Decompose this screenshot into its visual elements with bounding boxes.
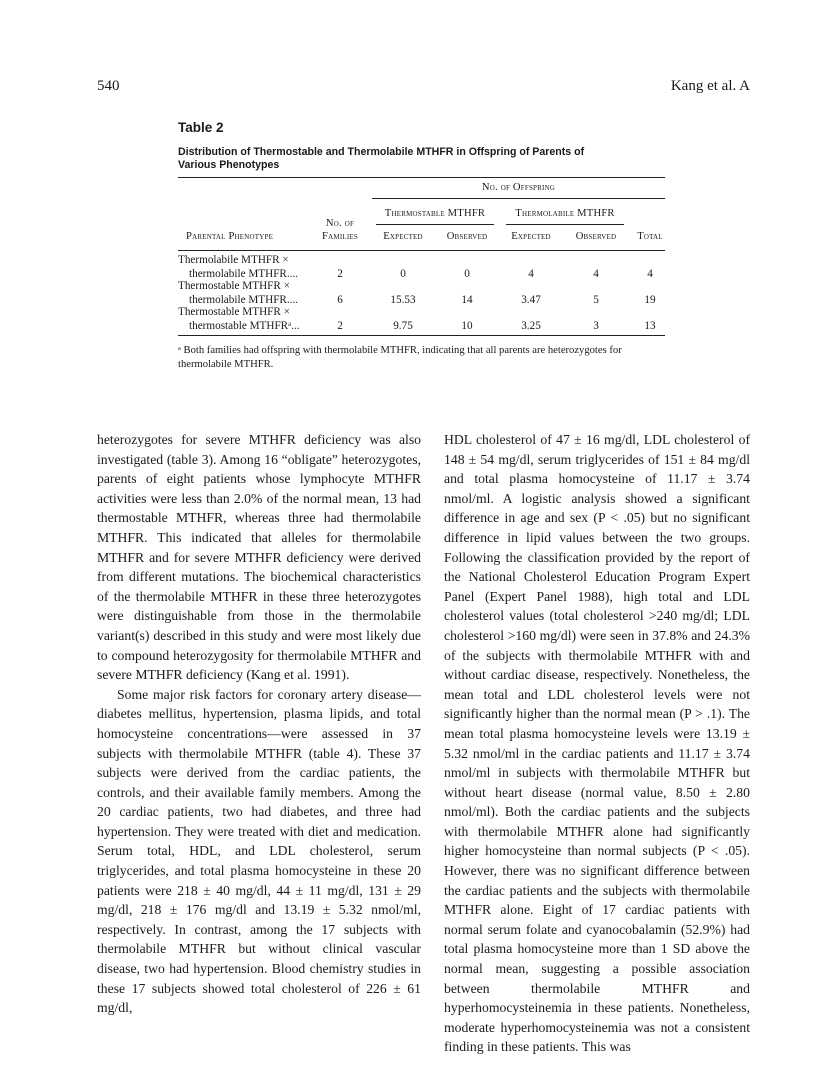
header-thermolabile: Thermolabile MTHFR: [515, 208, 615, 219]
table-row-3-tl-expected: 3.25: [521, 320, 541, 332]
table-top-rule: [178, 177, 665, 178]
header-no-of-families-2: Families: [322, 231, 358, 242]
running-header: [97, 78, 750, 100]
table-row-3-ts-expected: 9.75: [393, 320, 413, 332]
table-row-1-tl-expected: 4: [528, 268, 534, 280]
header-thermostable: Thermostable MTHFR: [384, 208, 486, 219]
body-paragraph: heterozygotes for severe MTHFR deficiency was also investigated (table 3). Among 16 “obligate” heterozygotes, parents of eight patients whose lymphocyte MTHFR activities were less than 2.0% of the normal mean, 13 had thermostable MTHFR, whereas three had thermolabile MTHFR. This indicated that alleles for thermolabile MTHFR and for severe MTHFR deficiency were derived from different mutations. The biochemical characteristics of the thermolabile MTHFR in these three heterozygotes were distinguishable from those in the thermolabile variant(s) described in this study and were most likely due to compound heterozygosity for thermolabile MTHFR and severe MTHFR deficiency (Kang et al. 1991).: [97, 432, 421, 683]
table-row-3-phenotype-line2: thermostable MTHFRᵃ...: [189, 320, 300, 332]
table-caption: Distribution of Thermostable and Thermolabile MTHFR in Offspring of Parents of Various Phenotypes: [178, 146, 585, 171]
table-row-3-total: 13: [644, 320, 656, 332]
body-column-right: [444, 430, 750, 1057]
body-paragraph: HDL cholesterol of 47 ± 16 mg/dl, LDL cholesterol of 148 ± 54 mg/dl, serum triglycerides of 151 ± 84 mg/dl and total plasma homocysteine of 11.17 ± 3.74 nmol/ml. A logistic analysis showed a significant difference in age and sex (P < .05) but no significant difference in lipid values between the two groups. Following the classification provided by the report of the National Cholesterol Education Program Expert Panel (Expert Panel 1988), high total and LDL cholesterol values (total cholesterol >240 mg/dl; LDL cholesterol >160 mg/dl) were seen in 37.8% and 24.3% of the subjects with thermolabile MTHFR with and without cardiac disease, respectively. Nonetheless, the mean total and LDL cholesterol levels were not significantly higher than the normal mean (P > .1). The mean total plasma homocysteine levels were 13.19 ± 5.32 nmol/ml in the cardiac patients and 11.17 ± 3.74 nmol/ml in subjects with thermolabile MTHFR but without heart disease (normal value, 8.50 ± 2.80 nmol/ml). Both the cardiac patients and the subjects with thermolabile MTHFR alone had significantly higher homocysteine than normal subjects (P < .05). However, there was no significant difference between the cardiac patients and the subjects with thermolabile MTHFR alone. Eight of 17 cardiac patients with normal serum folate and cyanocobalamin (52.9%) had total plasma homocysteine more than 1 SD above the normal mean, suggesting a possible association between thermolabile MTHFR and hyperhomocysteinemia in these patients. Nonetheless, moderate hyperhomocysteinemia was not a consistent finding in these patients. This was: [444, 432, 750, 1055]
table-row-2-total: 19: [644, 294, 656, 306]
page-number: 540: [97, 78, 120, 94]
table-row-2-families: 6: [337, 294, 343, 306]
table-row-2-ts-expected: 15.53: [390, 294, 416, 306]
body-column-left: [97, 430, 421, 1018]
table-row-2-tl-expected: 3.47: [521, 294, 541, 306]
running-head: Kang et al. A: [670, 78, 750, 94]
header-parental-phenotype: Parental Phenotype: [186, 231, 274, 242]
table-label: Table 2: [178, 120, 224, 135]
header-total: Total: [637, 231, 663, 242]
header-tl-observed: Observed: [575, 231, 617, 242]
table-row-3-tl-observed: 3: [593, 320, 599, 332]
body-paragraph: Some major risk factors for coronary artery disease—diabetes mellitus, hypertension, plasma lipids, and total homocysteine concentrations—were assessed in 37 subjects with thermolabile MTHFR (table 4). These 37 subjects were derived from the cardiac patients, the controls, and their available family members. Among the 20 cardiac patients, two had diabetes, and three had hypertension. They were treated with diet and medication. Serum total, HDL, and LDL cholesterol, serum triglycerides, and total plasma homocysteine in these 20 patients were 218 ± 40 mg/dl, 44 ± 11 mg/dl, 131 ± 29 mg/dl, 218 ± 176 mg/dl and 13.19 ± 5.32 nmol/ml, respectively. In contrast, among the 17 subjects with thermolabile MTHFR but without clinical vascular disease, two had hypertension. Blood chemistry studies in these 17 subjects showed total cholesterol of 226 ± 61 mg/dl,: [97, 686, 421, 1016]
table-row-1-families: 2: [337, 268, 343, 280]
table-bottom-rule: [178, 335, 665, 336]
table-row-1-tl-observed: 4: [593, 268, 599, 280]
table-row-3-phenotype-line1: Thermostable MTHFR ×: [178, 306, 290, 318]
thermolabile-rule: [506, 224, 624, 225]
table-row-3-families: 2: [337, 320, 343, 332]
table-row-2-tl-observed: 5: [593, 294, 599, 306]
header-no-of-offspring: No. of Offspring: [481, 182, 556, 193]
table-row-3-ts-observed: 10: [461, 320, 473, 332]
table-row-2-ts-observed: 14: [461, 294, 473, 306]
header-bottom-rule: [178, 250, 665, 251]
table-row-1-total: 4: [647, 268, 653, 280]
table-row-1-phenotype-line2: thermolabile MTHFR....: [189, 268, 299, 280]
table-row-1-ts-expected: 0: [400, 268, 406, 280]
table-footnote: ᵃ Both families had offspring with thermolabile MTHFR, indicating that all parents are heterozygotes for thermolabile MTHFR.: [178, 345, 622, 370]
table-row-1-phenotype-line1: Thermolabile MTHFR ×: [178, 254, 289, 266]
header-tl-expected: Expected: [511, 231, 551, 242]
header-no-of-families-1: No. of: [325, 218, 355, 229]
offspring-rule: [372, 198, 665, 199]
table-row-2-phenotype-line1: Thermostable MTHFR ×: [178, 280, 290, 292]
header-ts-observed: Observed: [446, 231, 488, 242]
thermostable-rule: [376, 224, 494, 225]
table-row-1-ts-observed: 0: [464, 268, 470, 280]
table-row-2-phenotype-line2: thermolabile MTHFR....: [189, 294, 299, 306]
header-ts-expected: Expected: [383, 231, 423, 242]
